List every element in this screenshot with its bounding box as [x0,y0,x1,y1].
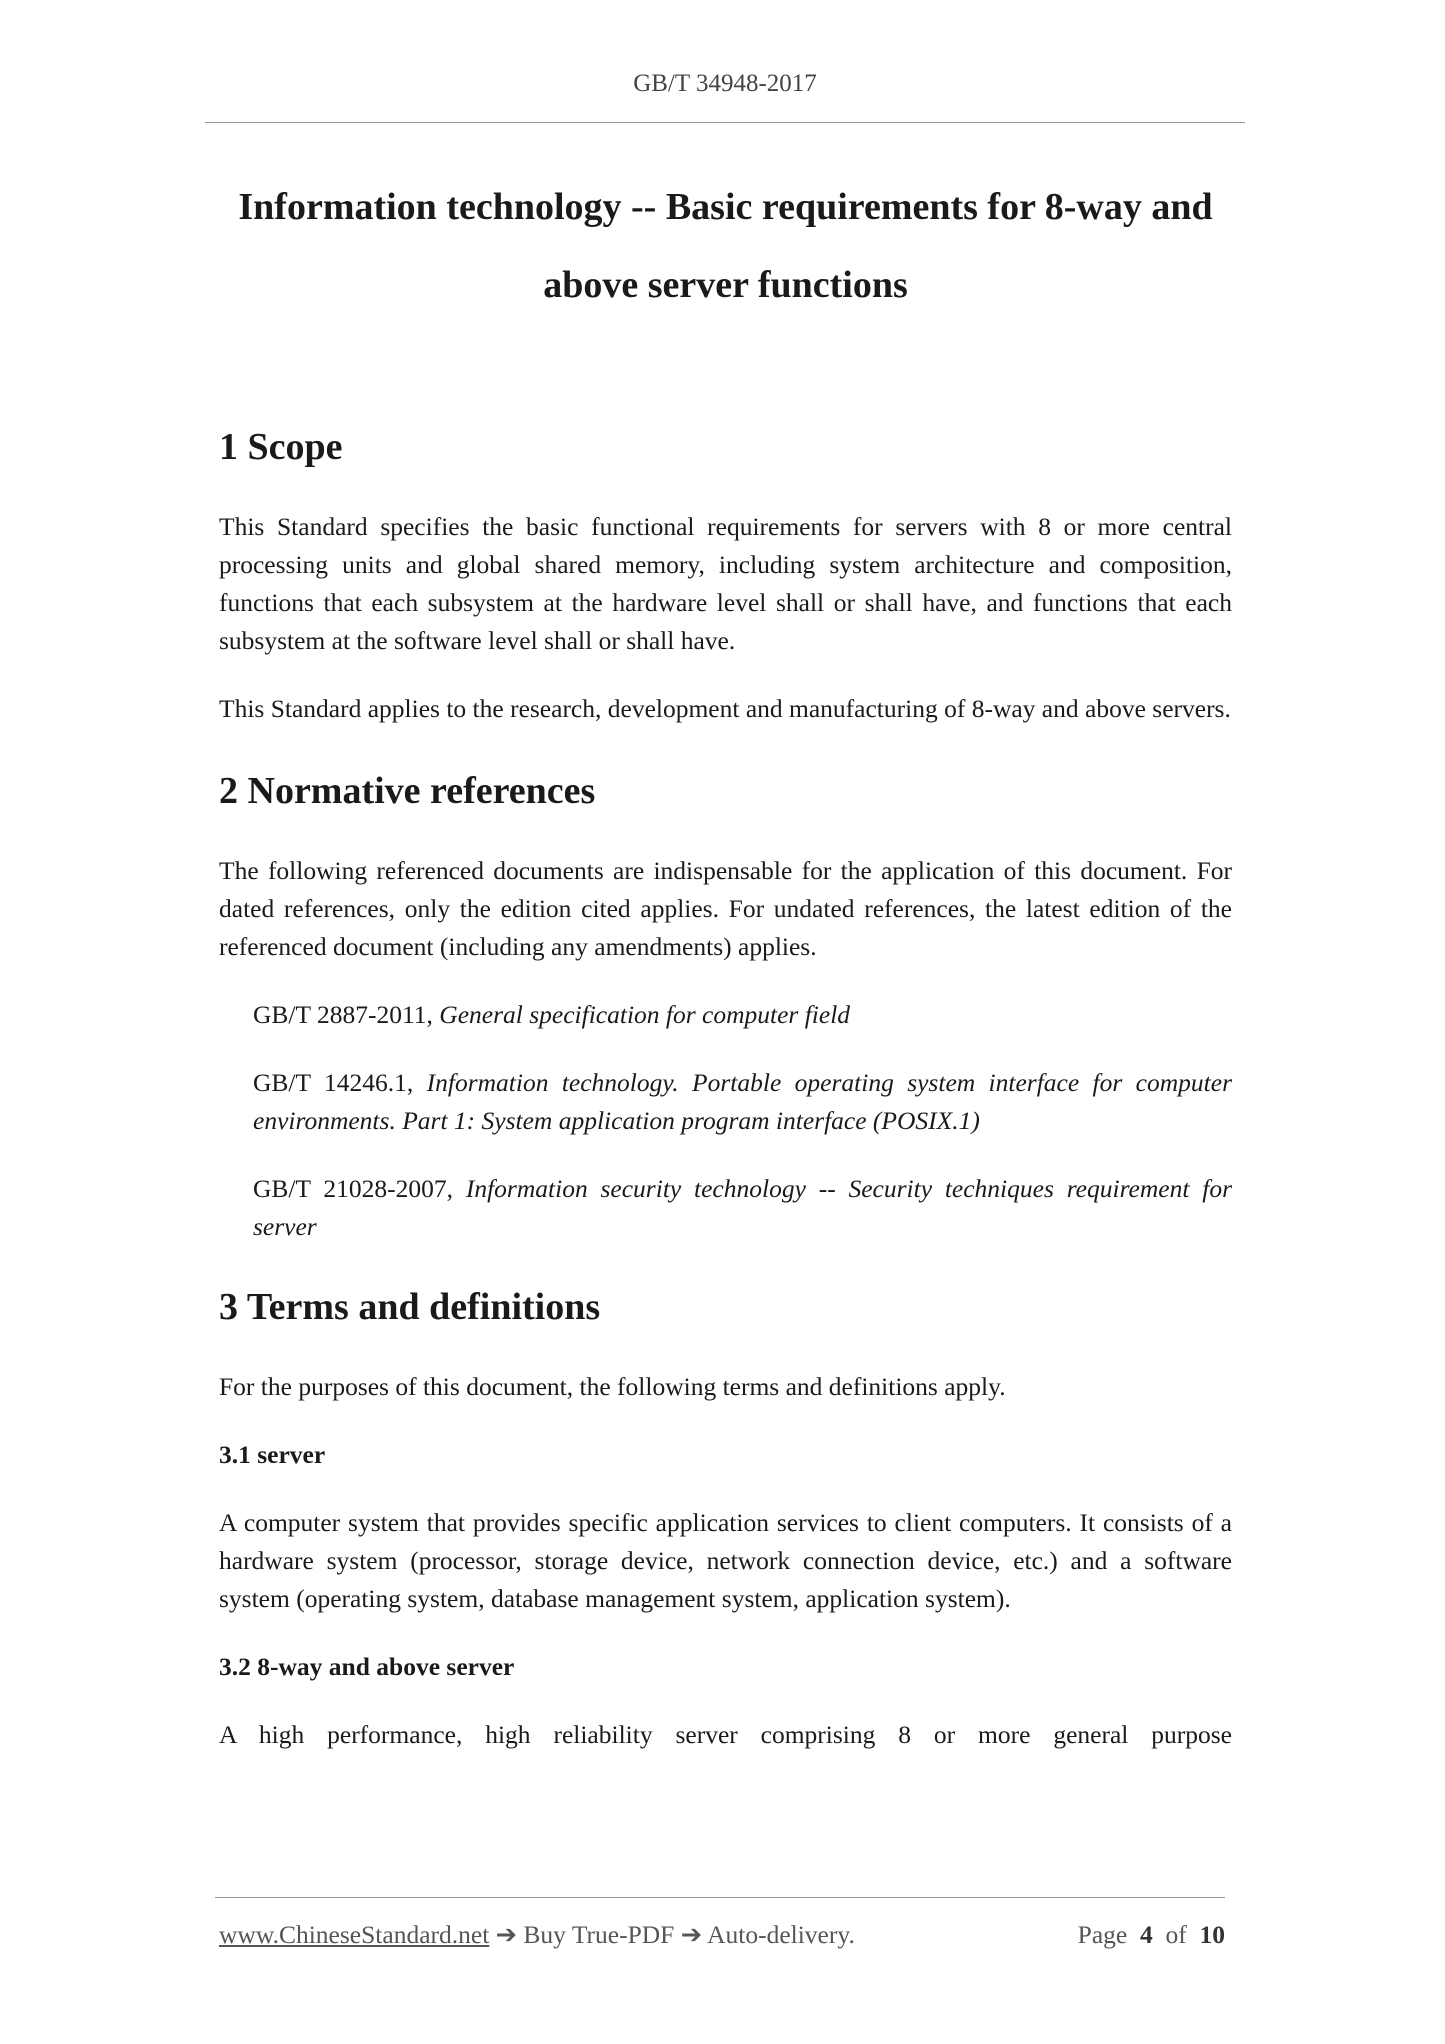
reference-code: GB/T 2887-2011, [253,1000,440,1029]
reference-title: Information technology. Portable operating system interface for computer environments. Part 1: System application program interface (POSIX.1) [253,1068,1232,1135]
page-body [219,168,1232,1754]
reference-title: General specification for computer field [439,1000,851,1029]
site-link[interactable]: www.ChineseStandard.net [219,1920,490,1949]
term-heading-8-way-server: 3.2 8-way and above server [219,1652,515,1681]
term-definition-8-way-server: A high performance, high reliability server comprising 8 or more general purpose [219,1720,1232,1749]
arrow-right-icon: ➔ [680,1920,703,1949]
of-label: of [1165,1920,1187,1949]
normative-intro-paragraph: The following referenced documents are indispensable for the application of this document. For dated references, only the edition cited applies. For undated references, the latest edition of the referenced document (including any amendments) applies. [219,856,1232,961]
page-footer [219,1917,1225,1953]
current-page-number: 4 [1140,1920,1153,1949]
footer-promo [219,1917,855,1953]
arrow-right-icon: ➔ [495,1920,518,1949]
document-title-line-1: Information technology -- Basic requirements for 8-way and [238,186,1213,228]
running-header: GB/T 34948-2017 [633,70,817,97]
document-title-line-2: above server functions [543,264,908,306]
section-heading-scope: 1 Scope [219,426,343,468]
footer-divider [215,1897,1225,1898]
scope-paragraph-1: This Standard specifies the basic functional requirements for servers with 8 or more central processing units and global shared memory, including system architecture and composition, functions that each subsystem at the hardware level shall or shall have, and functions that each subsystem at the software level shall or shall have. [219,512,1232,655]
total-page-count: 10 [1199,1920,1225,1949]
page-indicator [1078,1917,1225,1953]
reference-code: GB/T 14246.1, [253,1068,427,1097]
buy-true-pdf-text: Buy True-PDF [523,1920,675,1949]
terms-intro-paragraph: For the purposes of this document, the following terms and definitions apply. [219,1372,1006,1401]
reference-item [253,1170,1232,1246]
term-definition-server: A computer system that provides specific application services to client computers. It consists of a hardware system (processor, storage device, network connection device, etc.) and a software system (operating system, database management system, application system). [219,1508,1232,1613]
reference-title: Information security technology -- Security techniques requirement for server [253,1174,1232,1241]
header-divider [205,122,1245,123]
scope-paragraph-2: This Standard applies to the research, development and manufacturing of 8-way and above servers. [219,694,1231,723]
document-title [219,168,1232,324]
reference-item [253,996,1232,1034]
reference-code: GB/T 21028-2007, [253,1174,466,1203]
auto-delivery-text: Auto-delivery. [707,1920,855,1949]
page-label: Page [1077,1920,1128,1949]
section-heading-normative-references: 2 Normative references [219,770,596,812]
term-heading-server: 3.1 server [219,1440,326,1469]
reference-item [253,1064,1232,1140]
section-heading-terms-and-definitions: 3 Terms and definitions [219,1286,601,1328]
